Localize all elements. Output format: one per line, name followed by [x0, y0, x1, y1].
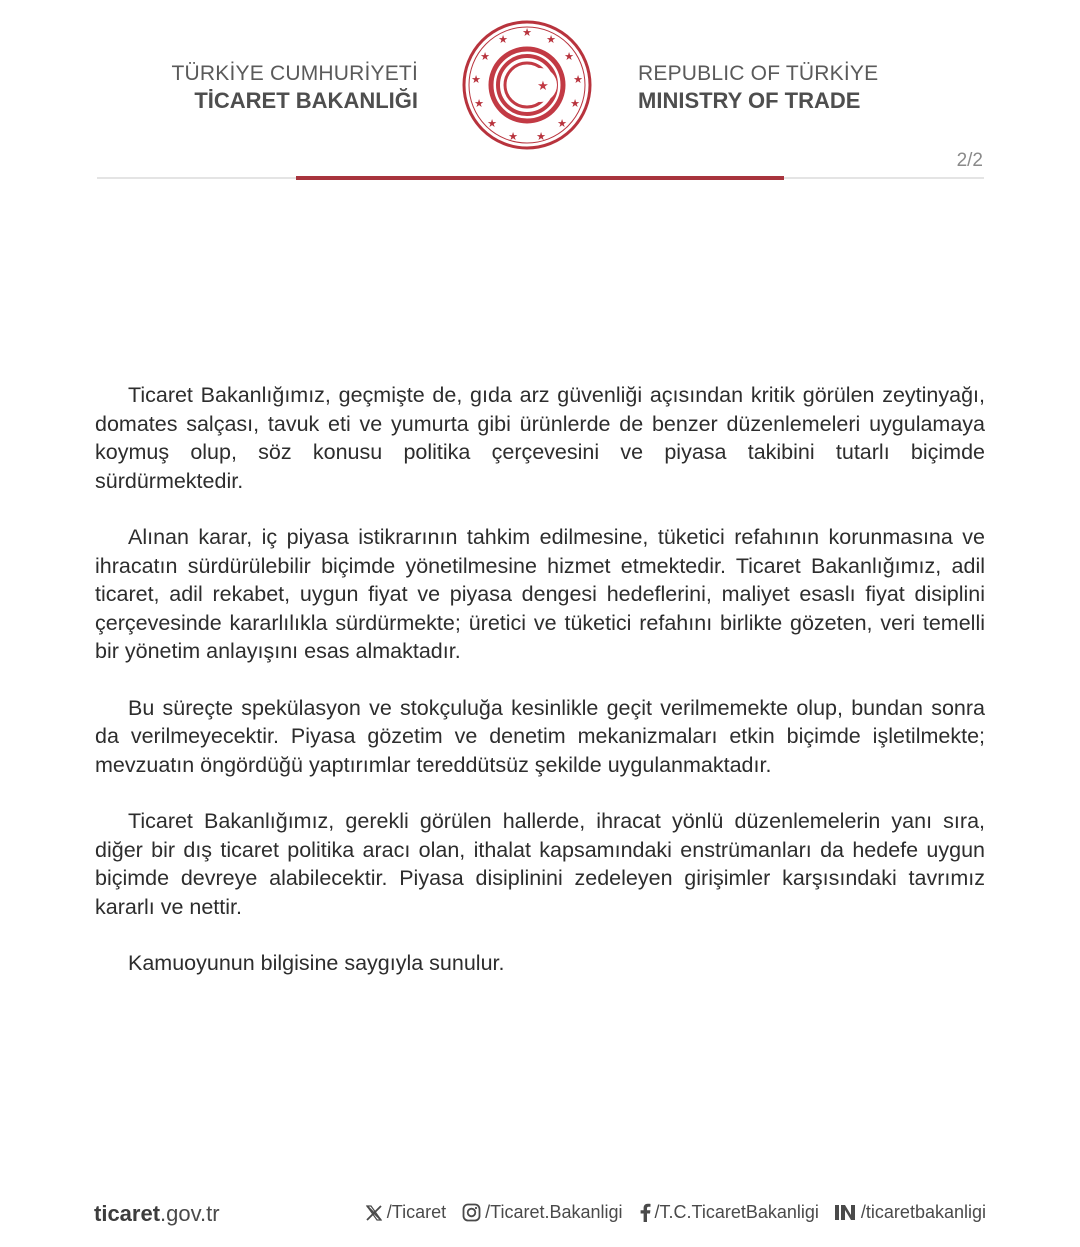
svg-text:★: ★	[508, 130, 518, 143]
svg-text:★: ★	[480, 50, 490, 63]
svg-text:★: ★	[487, 117, 497, 130]
social-links	[365, 1202, 986, 1223]
svg-text:★: ★	[536, 130, 546, 143]
svg-text:★: ★	[537, 79, 549, 94]
social-link-facebook[interactable]	[639, 1202, 819, 1223]
social-label: /Ticaret.Bakanligi	[485, 1202, 623, 1222]
press-release-body	[95, 381, 985, 1006]
closing-paragraph: Kamuoyunun bilgisine saygıyla sunulur.	[128, 951, 505, 975]
ministry-emblem-icon	[461, 19, 593, 151]
ministry-name-tr: TİCARET BAKANLIĞI	[194, 88, 418, 113]
ministry-name-en: MINISTRY OF TRADE	[638, 88, 861, 113]
paragraph: Ticaret Bakanlığımız, geçmişte de, gıda arz güvenliği açısından kritik görülen zeytinyağı, domates salçası, tavuk eti ve yumurta gibi ürünlerde de benzer düzenlemeleri uygulamaya koymuş olup, söz konusu politika çerçevesini ve piyasa takibini tutarlı biçimde sürdürmektedir.	[95, 383, 985, 493]
x-icon	[365, 1204, 383, 1222]
svg-text:★: ★	[474, 97, 484, 110]
paragraph: Ticaret Bakanlığımız, gerekli görülen hallerde, ihracat yönlü düzenlemelerin yanı sıra, diğer bir dış ticaret politika aracı olan, ithalat kapsamındaki enstrümanları da hedefe uygun biçimde devreye alabilecektir. Piyasa disiplinini zedeleyen girişimler karşısındaki tavrımız kararlı ve nettir.	[95, 809, 985, 919]
header-right-title	[638, 60, 938, 114]
site-name: ticaret	[94, 1201, 161, 1226]
footer	[0, 1198, 1080, 1230]
social-link-x[interactable]	[365, 1202, 446, 1223]
page-number: 2/2	[956, 150, 983, 171]
country-name-en: REPUBLIC OF TÜRKİYE	[638, 62, 879, 85]
paragraph: Alınan karar, iç piyasa istikrarının tahkim edilmesine, tüketici refahının korunmasına ve ihracatın sürdürülebilir biçimde yönetilmesine hizmet etmektedir. Ticaret Bakanlığımız, adil ticaret, adil rekabet, uygun fiyat ve piyasa dengesi hedeflerini, maliyet esaslı fiyat disiplini çerçevesinde kararlılıkla sürdürmekte; üretici ve tüketici refahını birlikte gözeten, veri temelli bir yönetim anlayışını esas almaktadır.	[95, 525, 985, 663]
paragraph: Bu süreçte spekülasyon ve stokçuluğa kesinlikle geçit verilmemekte olup, bundan sonra da verilmeyecektir. Piyasa gözetim ve denetim mekanizmaları etkin biçimde işletilmekte; mevzuatın öngördüğü yaptırımlar tereddütsüz şekilde uygulanmaktadır.	[95, 695, 985, 777]
svg-text:★: ★	[570, 97, 580, 110]
social-label: /T.C.TicaretBakanligi	[654, 1202, 819, 1222]
svg-text:★: ★	[564, 50, 574, 63]
svg-text:★: ★	[498, 33, 508, 46]
social-label: /ticaretbakanligi	[860, 1202, 986, 1222]
svg-text:★: ★	[573, 73, 583, 86]
nsosyal-icon	[835, 1204, 857, 1221]
svg-text:★: ★	[471, 73, 481, 86]
instagram-icon	[462, 1203, 481, 1222]
svg-text:★: ★	[546, 33, 556, 46]
country-name-tr: TÜRKİYE CUMHURİYETİ	[171, 62, 418, 85]
website-link[interactable]	[94, 1201, 220, 1227]
facebook-icon	[639, 1203, 651, 1222]
svg-text:★: ★	[522, 26, 532, 39]
social-link-instagram[interactable]	[462, 1202, 622, 1223]
site-domain: .gov.tr	[160, 1201, 220, 1226]
header-left-title	[130, 60, 418, 114]
social-link-nsosyal[interactable]	[835, 1202, 986, 1223]
header-accent-bar	[296, 176, 784, 180]
social-label: /Ticaret	[386, 1202, 447, 1222]
svg-text:★: ★	[557, 117, 567, 130]
